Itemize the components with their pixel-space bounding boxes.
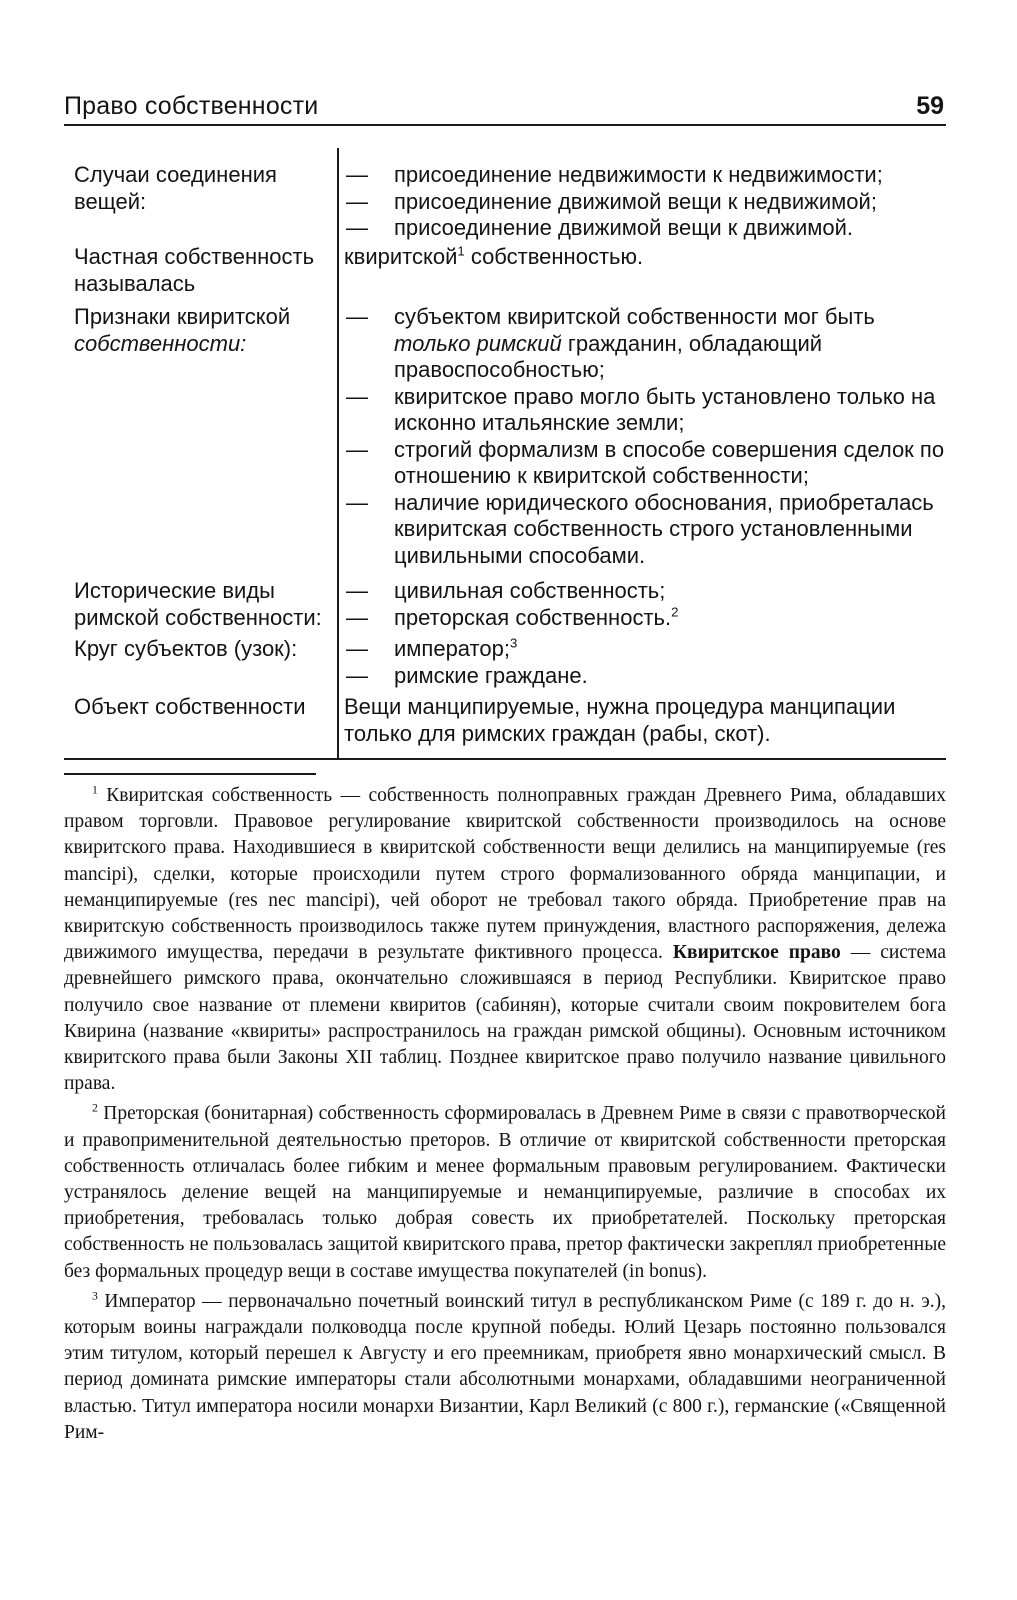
list-item: — римские граждане. — [346, 662, 588, 688]
list-item: — присоединение движимой вещи к движимой. — [346, 215, 854, 240]
list-item: — преторская собственность.$^2$ — [346, 604, 679, 630]
row-label: Признаки квиритской собственности: — [74, 304, 291, 356]
table-column-divider — [337, 148, 339, 760]
footnotes — [64, 783, 946, 1446]
row-label: Частная собственность называлась — [74, 244, 315, 296]
page-number: 59 — [916, 92, 944, 120]
list-item: — император;$^3$ — [346, 635, 518, 661]
list-item: — цивильная собственность; — [346, 578, 666, 603]
running-header — [64, 92, 944, 128]
row-value — [346, 162, 946, 242]
list-item: — квиритское право могло быть установлено только на исконно итальянские земли; — [346, 383, 936, 435]
row-value: Вещи манципируемые, нужна процедура манципации только для римских граждан (рабы, скот). — [344, 694, 896, 746]
list-item: — наличие юридического обоснования, приобреталась квиритская собственность строго установленными цивильными способами. — [346, 489, 934, 568]
section-title: Право собственности — [64, 92, 319, 120]
row-value — [346, 636, 946, 689]
property-table — [64, 148, 946, 760]
list-item: — строгий формализм в способе совершения сделок по отношению к квиритской собственности; — [346, 436, 945, 488]
list-item: — присоединение недвижимости к недвижимости; — [346, 162, 883, 187]
row-label: Исторические виды римской собственности: — [74, 578, 322, 630]
row-value — [346, 578, 946, 631]
row-label: Объект собственности — [74, 694, 306, 719]
footnote-1: $^1$ Квиритская собственность — собственность полноправных граждан Древнего Рима, обладавших правом торговли. Правовое регулирование квиритской собственности производилось на основе квиритского права. Находившиеся в квиритской собственности вещи делились на манципируемые (res mancipi), сделки, которые происходили путем строго формализованного обряда манципации, и неманципируемые (res nec mancipi), чей оборот не требовал такого обряда. Приобретение прав на квиритскую собственность производилось также путем принуждения, властного распоряжения, дележа движимого имущества, передачи в результате фиктивного процесса. Квиритское право — система древнейшего римского права, окончательно сложившаяся в период Республики. Квиритское право получило свое название от племени квиритов (сабинян), которые считали своим покровителем бога Квирина (название «квириты» распространилось на граждан римской общины). Основным источником квиритского права были Законы XII таблиц. Позднее квиритское право получило название цивильного права. — [64, 783, 946, 1095]
footnote-rule — [64, 773, 316, 775]
row-value: квиритской$^1$ собственностью. — [344, 243, 644, 269]
list-item: — субъектом квиритской собственности мог быть только римский гражданин, обладающий правоспособностью; — [346, 304, 875, 382]
footnote-2: $^2$ Преторская (бонитарная) собственность сформировалась в Древнем Риме в связи с правотворческой и правоприменительной деятельностью преторов. В отличие от квиритской собственности преторская собственность отличалась более гибким и менее формальным правовым регулированием. Фактически устранялось деление вещей на манципируемые и неманципируемые, различие в способах их приобретения, требовалась только добрая совесть их приобретателей. Поскольку преторская собственность не пользовалась защитой квиритского права, претор фактически закреплял приобретенные без формальных процедур вещи в составе имущества покупателей (in bonus). — [64, 1101, 946, 1282]
header-rule — [64, 124, 946, 126]
list-item: — присоединение движимой вещи к недвижимой; — [346, 188, 877, 214]
footnote-3: $^3$ Император — первоначально почетный воинский титул в республиканском Риме (с 189 г. до н. э.), которым воины награждали полководца после крупной победы. Юлий Цезарь постоянно пользовался этим титулом, который перешел к Августу и его преемникам, приобретя явно монархический смысл. В период домината римские императоры стали абсолютными монархами, обладавшими неограниченной властью. Титул императора носили монархи Византии, Карл Великий (с 800 г.), германские («Священной Рим- — [64, 1289, 946, 1443]
row-label: Круг субъектов (узок): — [74, 636, 298, 661]
row-label: Случаи соединения вещей: — [74, 162, 277, 214]
table-bottom-rule — [64, 758, 946, 760]
row-value — [346, 304, 946, 569]
